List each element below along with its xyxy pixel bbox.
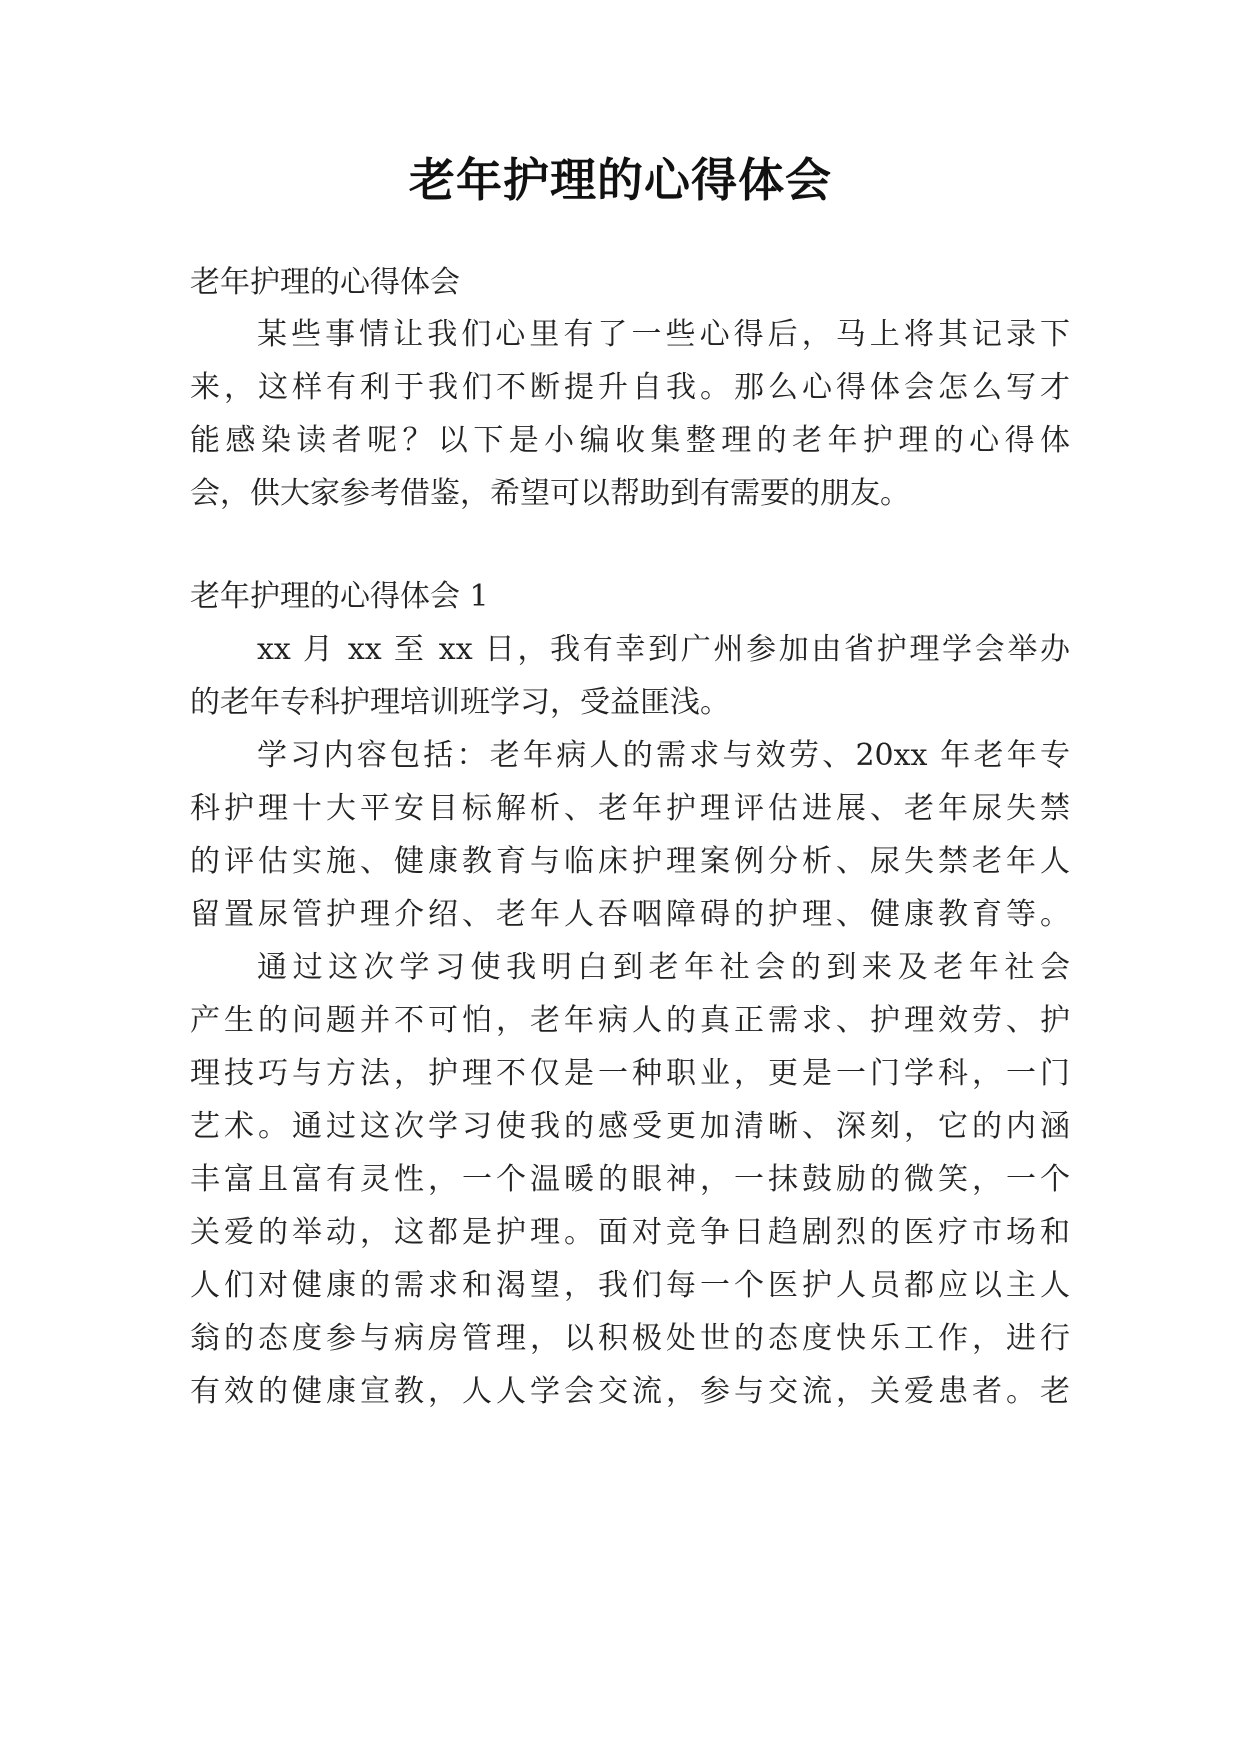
- paragraph-line: 理技巧与方法，护理不仅是一种职业，更是一门学科，一门: [190, 1056, 1070, 1091]
- paragraph-line: 能感染读者呢？以下是小编收集整理的老年护理的心得体: [190, 423, 1070, 458]
- paragraph-line: 来，这样有利于我们不断提升自我。那么心得体会怎么写才: [190, 370, 1070, 405]
- paragraph-line: 丰富且富有灵性，一个温暖的眼神，一抹鼓励的微笑，一个: [190, 1162, 1070, 1197]
- paragraph-line: 的老年专科护理培训班学习，受益匪浅。: [190, 685, 730, 720]
- document-title: 老年护理的心得体会: [409, 153, 832, 207]
- paragraph-line: 人们对健康的需求和渴望，我们每一个医护人员都应以主人: [190, 1268, 1070, 1303]
- paragraph-line: 科护理十大平安目标解析、老年护理评估进展、老年尿失禁: [190, 791, 1070, 826]
- paragraph-line: 有效的健康宣教，人人学会交流，参与交流，关爱患者。老: [190, 1374, 1070, 1409]
- paragraph-line: 某些事情让我们心里有了一些心得后，马上将其记录下: [257, 317, 1070, 352]
- paragraph-line: 关爱的举动，这都是护理。面对竞争日趋剧烈的医疗市场和: [190, 1215, 1070, 1250]
- paragraph-line: 学习内容包括：老年病人的需求与效劳、20xx 年老年专: [257, 738, 1070, 773]
- paragraph-line: 通过这次学习使我明白到老年社会的到来及老年社会: [257, 950, 1070, 985]
- paragraph-line: xx 月 xx 至 xx 日，我有幸到广州参加由省护理学会举办: [257, 632, 1070, 667]
- paragraph-line: 翁的态度参与病房管理，以积极处世的态度快乐工作，进行: [190, 1321, 1070, 1356]
- paragraph-line: 产生的问题并不可怕，老年病人的真正需求、护理效劳、护: [190, 1003, 1070, 1038]
- paragraph-line: 会，供大家参考借鉴，希望可以帮助到有需要的朋友。: [190, 476, 910, 511]
- section-heading: 老年护理的心得体会: [190, 265, 460, 300]
- paragraph-line: 艺术。通过这次学习使我的感受更加清晰、深刻，它的内涵: [190, 1109, 1070, 1144]
- section-heading: 老年护理的心得体会 1: [190, 579, 489, 614]
- paragraph-line: 留置尿管护理介绍、老年人吞咽障碍的护理、健康教育等。: [190, 897, 1070, 932]
- paragraph-line: 的评估实施、健康教育与临床护理案例分析、尿失禁老年人: [190, 844, 1070, 879]
